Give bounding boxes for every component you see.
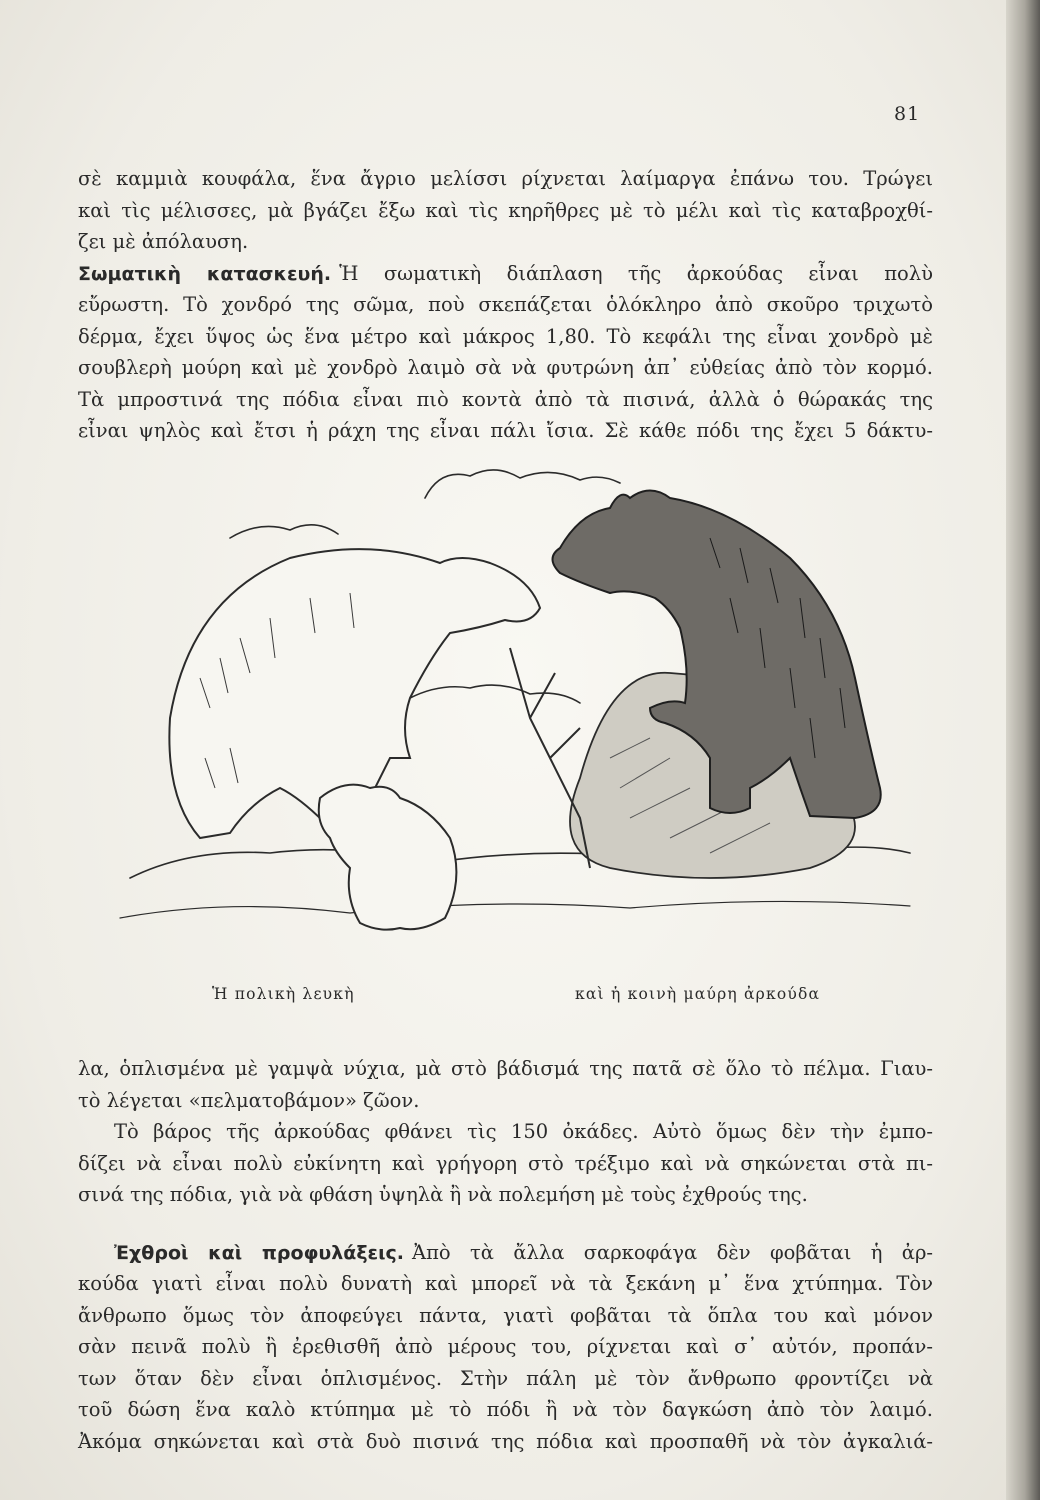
section-first-line [78, 258, 933, 290]
ground-lower [120, 901, 910, 918]
text-line: καὶ τὶς μέλισσες, μὰ βγάζει ἔξω καὶ τὶς κηρῆθρες μὲ τὸ μέλι καὶ τὶς καταβροχθί- [78, 198, 933, 222]
cloud-left [230, 525, 338, 538]
text-line: τοῦ δώση ἕνα καλὸ κτύπημα μὲ τὸ πόδι ἢ νὰ τὸν δαγκώση ἀπὸ τὸν λαιμό. [78, 1398, 933, 1421]
text-top [78, 163, 933, 447]
bears-illustration [110, 458, 920, 958]
text-line: κούδα γιατὶ εἶναι πολὺ δυνατὴ καὶ μπορεῖ νὰ τὰ ξεκάνη μ᾽ ἕνα χτύπημα. Τὸν [78, 1272, 933, 1295]
cloud-right [425, 470, 620, 498]
polar-bear-cub [319, 785, 457, 930]
text-line: δέρμα, ἔχει ὕψος ὡς ἕνα μέτρο καὶ μάκρος 1,80. Τὸ κεφάλι της εἶναι χονδρὸ μὲ [78, 324, 933, 348]
text-line: σουβλερὴ μούρη καὶ μὲ χονδρὸ λαιμὸ σὰ νὰ φυτρώνη ἀπ᾽ εὐθείας ἀπὸ τὸν κορμό. [78, 356, 933, 379]
text-line: λα, ὁπλισμένα μὲ γαμψὰ νύχια, μὰ στὸ βάδισμά της πατᾶ σὲ ὅλο τὸ πέλμα. Γιαυ- [78, 1057, 933, 1080]
text-line: των ὅταν δὲν εἶναι ὁπλισμένος. Στὴν πάλη μὲ τὸν ἄνθρωπο φροντίζει νὰ [78, 1366, 933, 1390]
text-line: ζει μὲ ἀπόλαυση. [78, 230, 249, 253]
text-line: εὔρωστη. Τὸ χονδρό της σῶμα, ποὺ σκεπάζεται ὁλόκληρο ἀπὸ σκοῦρο τριχωτὸ [78, 293, 933, 316]
text-line: Τὸ βάρος τῆς ἀρκούδας φθάνει τὶς 150 ὀκάδες. Αὐτὸ ὅμως δὲν τὴν ἐμπο- [114, 1120, 933, 1143]
section-first-text: Ἀπὸ τὰ ἄλλα σαρκοφάγα δὲν φοβᾶται ἡ ἀρ- [412, 1240, 934, 1264]
mountains [410, 685, 580, 703]
section-first-line [78, 1237, 933, 1269]
text-line: ἄνθρωπο ὅμως τὸν ἀποφεύγει πάντα, γιατὶ φοβᾶται τὰ ὅπλα του καὶ μόνον [78, 1303, 933, 1327]
section-heading-body: Σωματικὴ κατασκευή. [78, 262, 332, 285]
text-line: Τὰ μπροστινά της πόδια εἶναι πιὸ κοντὰ ἀπὸ τὰ πισινά, ἀλλὰ ὁ θώρακάς της [78, 387, 933, 411]
text-line: Ἀκόμα σηκώνεται καὶ στὰ δυὸ πισινά της πόδια καὶ προσπαθῆ νὰ τὸν ἀγκαλιά- [78, 1429, 933, 1453]
text-line: δίζει νὰ εἶναι πολὺ εὐκίνητη καὶ γρήγορη στὸ τρέξιμο καὶ νὰ σηκώνεται στὰ πι- [78, 1151, 933, 1175]
text-line: σινά της πόδια, γιὰ νὰ φθάση ὑψηλὰ ἢ νὰ πολεμήση μὲ τοὺς ἐχθρούς της. [78, 1183, 808, 1206]
page-edge-shadow [1006, 0, 1040, 1500]
section-first-text: Ἡ σωματικὴ διάπλαση τῆς ἀρκούδας εἶναι πολὺ [339, 261, 933, 285]
section-heading-enemies: Ἐχθροὶ καὶ προφυλάξεις. [114, 1241, 405, 1264]
caption-polar-bear: Ἡ πολικὴ λευκὴ [212, 985, 355, 1003]
text-line: εἶναι ψηλὸς καὶ ἔτσι ἡ ράχη της εἶναι πάλι ἴσια. Σὲ κάθε πόδι της ἔχει 5 δάκτυ- [78, 419, 933, 442]
page-number: 81 [894, 103, 921, 125]
text-line: τὸ λέγεται «πελματοβάμον» ζῶον. [78, 1088, 420, 1112]
text-bottom [78, 1053, 933, 1457]
text-line: σὲ καμμιὰ κουφάλα, ἕνα ἄγριο μελίσσι ρίχνεται λαίμαργα ἐπάνω του. Τρώγει [78, 167, 933, 190]
text-line: σὰν πεινᾶ πολὺ ἢ ἐρεθισθῆ ἀπὸ μέρους του, ρίχνεται καὶ σ᾽ αὐτόν, προπάν- [78, 1335, 933, 1358]
caption-common-bear: καὶ ἡ κοινὴ μαύρη ἀρκούδα [575, 985, 821, 1003]
